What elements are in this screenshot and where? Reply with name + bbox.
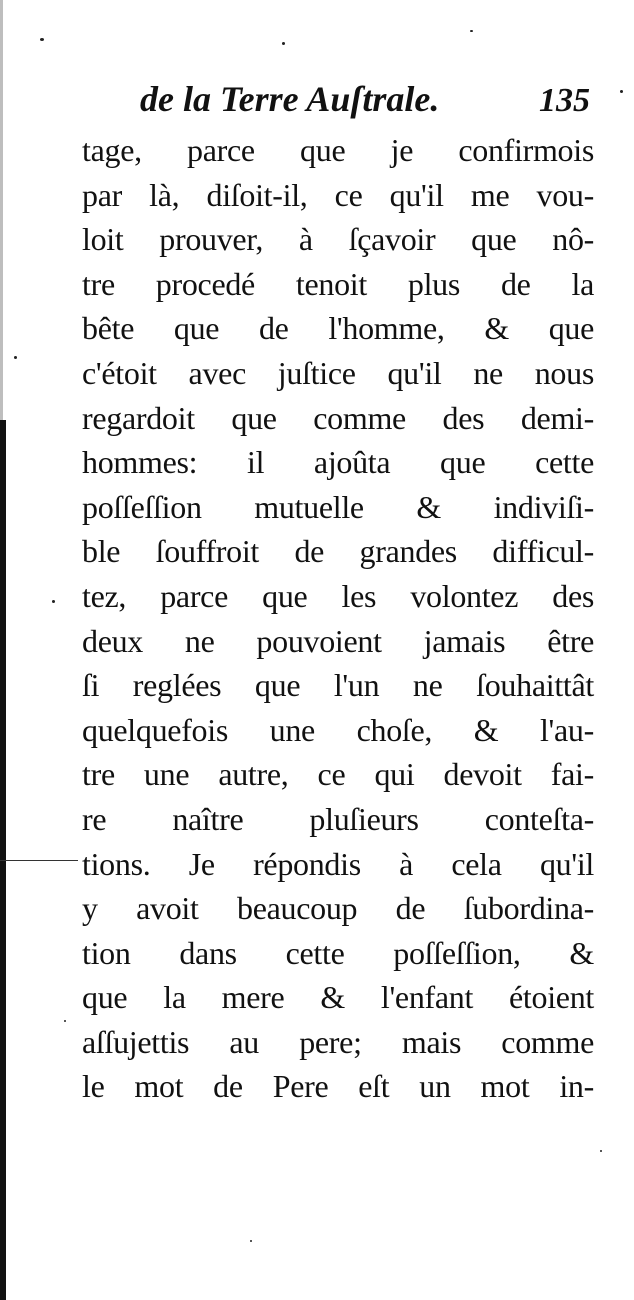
scan-speck	[470, 30, 473, 32]
text-line: poſſeſſion mutuelle & indiviſi-	[82, 488, 594, 525]
text-line: loit prouver, à ſçavoir que nô-	[82, 221, 594, 258]
running-head	[140, 72, 590, 120]
text-line: ble ſouffroit de grandes difficul-	[82, 533, 594, 570]
scan-speck	[250, 1240, 252, 1242]
scan-speck	[282, 42, 285, 45]
text-line: hommes: il ajoûta que cette	[82, 444, 594, 481]
text-line: tions. Je répondis à cela qu'il	[82, 845, 594, 882]
scan-speck	[620, 90, 623, 93]
text-line: que la mere & l'enfant étoient	[82, 979, 594, 1016]
scan-edge-upper	[0, 0, 3, 420]
margin-line-mark	[0, 860, 78, 861]
scan-speck	[600, 1150, 602, 1152]
scan-speck	[14, 356, 17, 359]
text-line: ſi reglées que l'un ne ſouhaittât	[82, 667, 594, 704]
text-line: le mot de Pere eſt un mot in-	[82, 1068, 594, 1105]
scan-speck	[64, 1020, 66, 1022]
scan-speck	[40, 38, 44, 41]
text-line: par là, diſoit-il, ce qu'il me vou-	[82, 176, 594, 213]
page-number: 135	[539, 82, 590, 119]
text-line: quelquefois une choſe, & l'au-	[82, 711, 594, 748]
text-line: c'étoit avec juſtice qu'il ne nous	[82, 354, 594, 391]
scan-speck	[52, 600, 55, 603]
text-line: tage, parce que je confirmois	[82, 132, 594, 168]
text-line: re naître pluſieurs conteſta-	[82, 800, 594, 837]
text-line: tre une autre, ce qui devoit fai-	[82, 756, 594, 793]
text-line: y avoit beaucoup de ſubordina-	[82, 890, 594, 927]
text-line: tre procedé tenoit plus de la	[82, 265, 594, 302]
text-line: regardoit que comme des demi-	[82, 399, 594, 436]
text-line: tez, parce que les volontez des	[82, 577, 594, 614]
text-line: aſſujettis au pere; mais comme	[82, 1023, 594, 1060]
text-line: bête que de l'homme, & que	[82, 310, 594, 347]
text-line: deux ne pouvoient jamais être	[82, 622, 594, 659]
running-title: de la Terre Auſtrale.	[140, 79, 440, 119]
body-text	[82, 128, 594, 1109]
text-line: tion dans cette poſſeſſion, &	[82, 934, 594, 971]
